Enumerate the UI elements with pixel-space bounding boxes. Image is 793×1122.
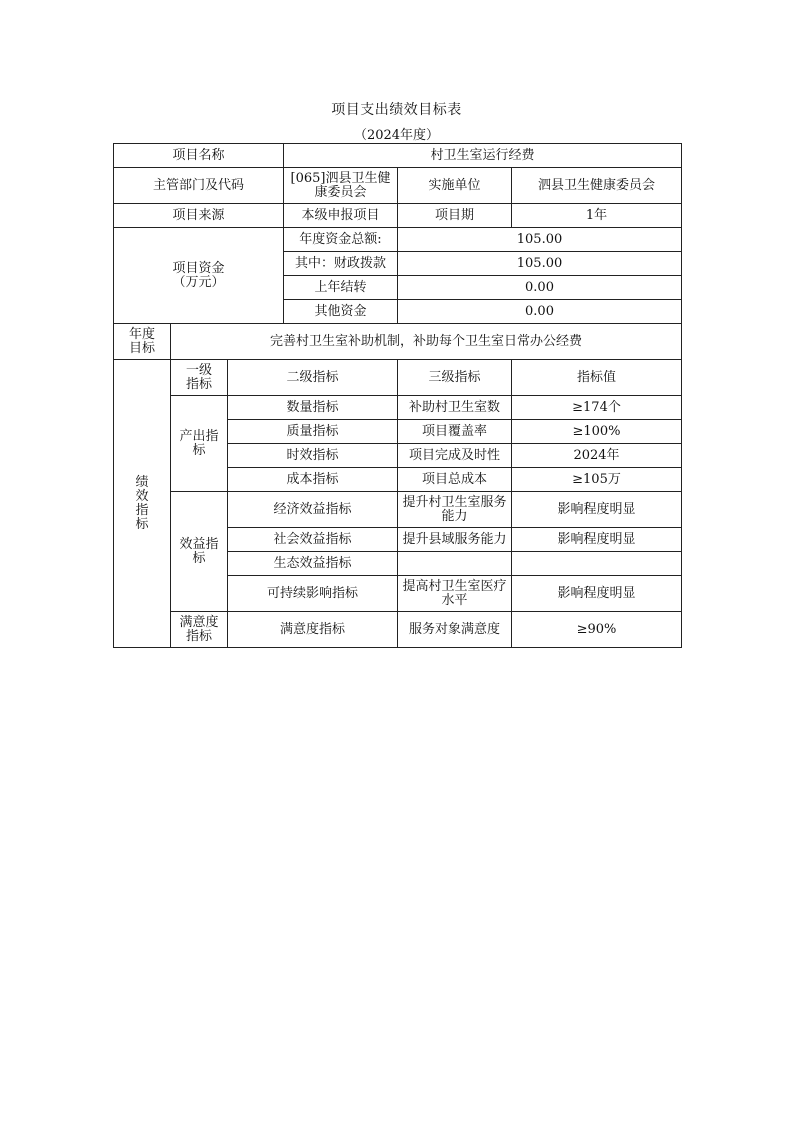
benefit-l2: 社会效益指标	[228, 528, 398, 552]
satisfaction-l3: 服务对象满意度	[398, 612, 512, 648]
period-value: 1年	[512, 204, 682, 228]
benefit-l3: 提升村卫生室服务能力	[398, 492, 512, 528]
output-value: ≥174个	[512, 396, 682, 420]
output-l3: 项目完成及时性	[398, 444, 512, 468]
implementer-label: 实施单位	[398, 168, 512, 204]
funds-carryover-label: 上年结转	[284, 276, 398, 300]
header-level1-line1: 一级	[185, 362, 212, 378]
funds-total-label: 年度资金总额:	[284, 228, 398, 252]
row-source	[114, 204, 682, 228]
output-value: 2024年	[512, 444, 682, 468]
row-department	[114, 168, 682, 204]
benefit-label-line2: 标	[192, 550, 206, 566]
perf-label-char: 指	[135, 502, 149, 518]
benefit-value: 影响程度明显	[512, 492, 682, 528]
source-value: 本级申报项目	[284, 204, 398, 228]
benefit-l3	[398, 552, 512, 576]
output-label-line1: 产出指	[179, 428, 219, 444]
header-level1	[171, 360, 228, 396]
output-l3: 项目总成本	[398, 468, 512, 492]
perf-label-char: 绩	[135, 474, 149, 490]
implementer-value: 泗县卫生健康委员会	[512, 168, 682, 204]
benefit-l2: 经济效益指标	[228, 492, 398, 528]
output-indicator-label	[171, 396, 228, 492]
output-l3: 项目覆盖率	[398, 420, 512, 444]
benefit-l3: 提高村卫生室医疗水平	[398, 576, 512, 612]
funds-other-label: 其他资金	[284, 300, 398, 324]
benefit-l2: 可持续影响指标	[228, 576, 398, 612]
output-value: ≥105万	[512, 468, 682, 492]
row-satisfaction	[114, 612, 682, 648]
perf-label-char: 标	[135, 516, 149, 532]
project-name-value: 村卫生室运行经费	[284, 144, 682, 168]
header-level1-line2: 指标	[185, 376, 212, 392]
output-l2: 成本指标	[228, 468, 398, 492]
row-output-quantity	[114, 396, 682, 420]
row-annual-goal	[114, 324, 682, 360]
funds-other-value: 0.00	[398, 300, 682, 324]
satisfaction-l2: 满意度指标	[228, 612, 398, 648]
annual-goal-label	[114, 324, 171, 360]
row-funds-total	[114, 228, 682, 252]
benefit-indicator-label	[171, 492, 228, 612]
project-name-label: 项目名称	[114, 144, 284, 168]
department-value: [065]泗县卫生健康委员会	[284, 168, 398, 204]
row-indicator-header	[114, 360, 682, 396]
funds-label	[114, 228, 284, 324]
satisfaction-value: ≥90%	[512, 612, 682, 648]
document-year: （2024年度）	[353, 128, 440, 143]
satisfaction-indicator-label	[171, 612, 228, 648]
benefit-value: 影响程度明显	[512, 528, 682, 552]
department-label: 主管部门及代码	[114, 168, 284, 204]
perf-label-char: 效	[135, 488, 149, 504]
source-label: 项目来源	[114, 204, 284, 228]
period-label: 项目期	[398, 204, 512, 228]
output-l2: 时效指标	[228, 444, 398, 468]
benefit-value: 影响程度明显	[512, 576, 682, 612]
funds-label-line2: （万元）	[172, 274, 225, 290]
benefit-label-line1: 效益指	[179, 536, 219, 552]
performance-indicator-label	[114, 360, 171, 648]
funds-fiscal-label: 其中：财政拨款	[284, 252, 398, 276]
benefit-value	[512, 552, 682, 576]
output-l3: 补助村卫生室数	[398, 396, 512, 420]
annual-goal-text: 完善村卫生室补助机制，补助每个卫生室日常办公经费	[171, 324, 682, 360]
row-project-name	[114, 144, 682, 168]
header-value: 指标值	[512, 360, 682, 396]
funds-fiscal-value: 105.00	[398, 252, 682, 276]
funds-total-value: 105.00	[398, 228, 682, 252]
funds-carryover-value: 0.00	[398, 276, 682, 300]
output-value: ≥100%	[512, 420, 682, 444]
header-level3: 三级指标	[398, 360, 512, 396]
performance-target-table	[113, 143, 682, 648]
row-benefit-economic	[114, 492, 682, 528]
output-l2: 数量指标	[228, 396, 398, 420]
document-title: 项目支出绩效目标表	[331, 102, 462, 118]
satisfaction-label-line1: 满意度	[179, 614, 219, 630]
output-label-line2: 标	[192, 442, 206, 458]
funds-label-line1: 项目资金	[172, 260, 225, 276]
header-level2: 二级指标	[228, 360, 398, 396]
satisfaction-label-line2: 指标	[185, 628, 212, 644]
benefit-l2: 生态效益指标	[228, 552, 398, 576]
benefit-l3: 提升县域服务能力	[398, 528, 512, 552]
annual-goal-label-line2: 目标	[128, 340, 155, 356]
annual-goal-label-line1: 年度	[128, 326, 155, 342]
output-l2: 质量指标	[228, 420, 398, 444]
